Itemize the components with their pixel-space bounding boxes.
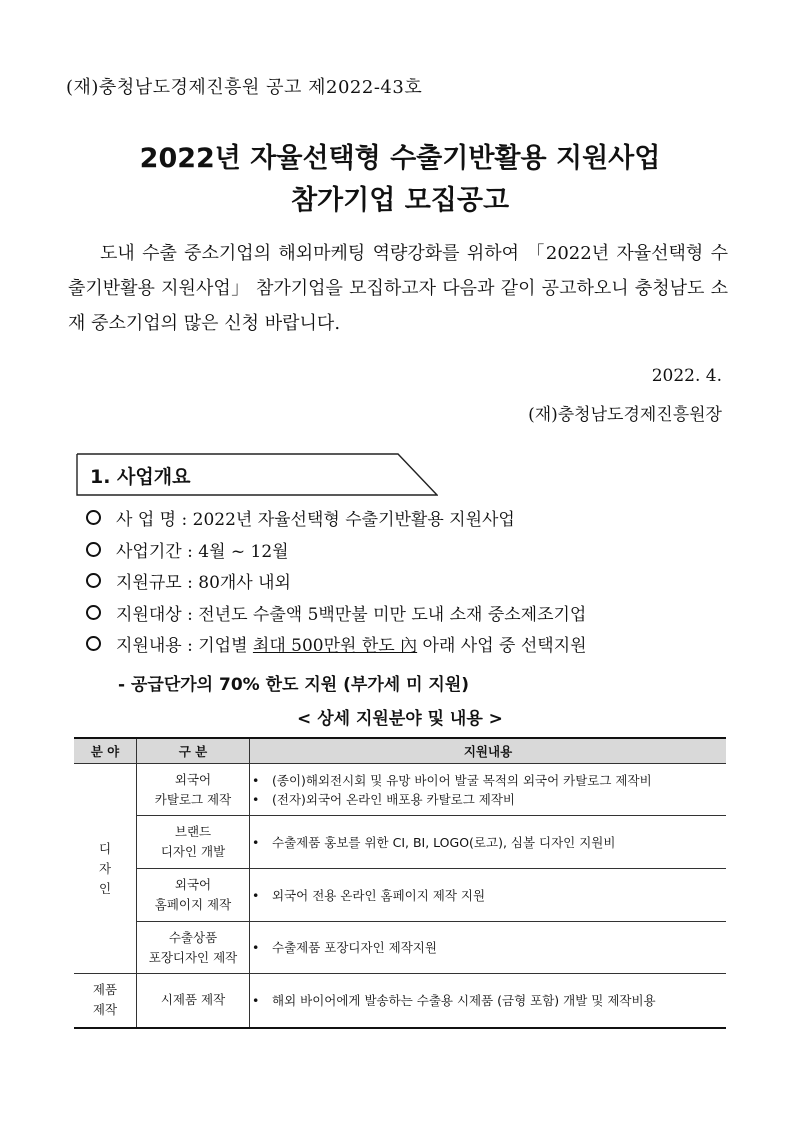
overview-list [86, 505, 736, 663]
content-cell [250, 816, 727, 869]
table-row [74, 816, 726, 869]
list-item: 사 업 명 : 2022년 자율선택형 수출기반활용 지원사업 [86, 505, 736, 537]
support-detail-table [74, 737, 726, 1029]
table-row [74, 922, 726, 974]
field-label: 제작 [92, 1002, 118, 1018]
field-label: 제품 [92, 982, 118, 998]
section-header [76, 453, 436, 495]
item-label: 지원내용 [116, 636, 182, 656]
circle-bullet-icon [86, 510, 101, 525]
category-cell [137, 922, 250, 974]
page-title: 2022년 자율선택형 수출기반활용 지원사업 [139, 143, 661, 174]
content-cell [250, 764, 727, 816]
content-item: • 해외 바이어에게 발송하는 수출용 시제품 (금형 포함) 개발 및 제작비용 [250, 991, 726, 1010]
intro-quoted-title: 「2022년 자율선택형 수출기반활용 지원사업」 [68, 243, 728, 299]
item-label: 지원대상 [116, 604, 182, 625]
list-item: 지원내용 : 기업별 최대 500만원 한도 內 아래 사업 중 선택지원 [86, 631, 736, 663]
item-label: 사업기간 [116, 541, 182, 562]
list-item: 지원대상 : 전년도 수출액 5백만불 미만 도내 소재 중소제조기업 [86, 600, 736, 632]
item-value-suffix: 아래 사업 중 선택지원 [417, 636, 587, 656]
item-value-prefix: 기업별 [198, 636, 253, 656]
intro-text-1: 도내 수출 중소기업의 해외마케팅 역량강화를 위하여 [100, 243, 527, 264]
item-label: 사 업 명 [116, 510, 177, 530]
category-line: 수출상품 [168, 929, 218, 945]
circle-bullet-icon [86, 542, 101, 557]
list-item: 사업기간 : 4월 ~ 12월 [86, 537, 736, 569]
content-item: • 수출제품 포장디자인 제작지원 [250, 938, 726, 957]
table-header-row [74, 738, 726, 764]
header-field: 분 야 [74, 738, 137, 764]
header-content: 지원내용 [250, 738, 727, 764]
content-item: • (종이)해외전시회 및 유망 바이어 발굴 목적의 외국어 카탈로그 제작비 [250, 771, 726, 790]
field-label: 디자인 [98, 840, 112, 896]
intro-text-2: 참가기업을 모집하고자 다음과 같이 공고하오니 충청남도 소재 중소기업의 많은 신청 바랍니다. [68, 278, 729, 334]
notice-date: 2022. 4. [651, 366, 722, 386]
category-cell [137, 764, 250, 816]
item-value: 80개사 내외 [198, 573, 291, 593]
page-subtitle: 참가기업 모집공고 [290, 185, 510, 216]
circle-bullet-icon [86, 636, 101, 651]
item-label: 지원규모 [116, 573, 182, 593]
circle-bullet-icon [86, 605, 101, 620]
category-line: 카탈로그 제작 [154, 791, 232, 807]
header-category: 구 분 [137, 738, 250, 764]
table-row [74, 764, 726, 816]
item-value: 2022년 자율선택형 수출기반활용 지원사업 [192, 510, 515, 530]
category-line: 외국어 [174, 771, 212, 787]
content-item: • 수출제품 홍보를 위한 CI, BI, LOGO(로고), 심볼 디자인 지원비 [250, 833, 726, 852]
content-cell [250, 869, 727, 922]
notice-number: (재)충청남도경제진흥원 공고 제2022-43호 [66, 77, 423, 98]
issuer-name: (재)충청남도경제진흥원장 [528, 405, 722, 425]
category-line: 포장디자인 제작 [148, 949, 238, 965]
table-row [74, 974, 726, 1028]
content-item: • (전자)외국어 온라인 배포용 카탈로그 제작비 [250, 790, 726, 809]
category-cell [137, 869, 250, 922]
intro-paragraph [68, 236, 728, 341]
category-line: 외국어 [174, 877, 212, 892]
table-row [74, 869, 726, 922]
content-cell [250, 922, 727, 974]
category-cell: 시제품 제작 [137, 974, 250, 1028]
field-cell-design [74, 764, 137, 974]
item-value: 전년도 수출액 5백만불 미만 도내 소재 중소제조기업 [198, 604, 587, 625]
category-cell [137, 816, 250, 869]
content-item: • 외국어 전용 온라인 홈페이지 제작 지원 [250, 886, 726, 905]
section-title: 1. 사업개요 [90, 466, 191, 488]
table-title: < 상세 지원분야 및 내용 > [297, 709, 503, 729]
category-line: 브랜드 [174, 824, 212, 839]
circle-bullet-icon [86, 573, 101, 588]
category-line: 디자인 개발 [160, 844, 226, 859]
support-rate-note: - 공급단가의 70% 한도 지원 (부가세 미 지원) [118, 675, 470, 695]
item-value-underlined: 최대 500만원 한도 內 [252, 636, 418, 656]
item-value: 4월 ~ 12월 [198, 541, 289, 562]
category-line: 홈페이지 제작 [154, 897, 232, 912]
list-item: 지원규모 : 80개사 내외 [86, 568, 736, 600]
field-cell-product [74, 974, 137, 1028]
content-cell [250, 974, 727, 1028]
